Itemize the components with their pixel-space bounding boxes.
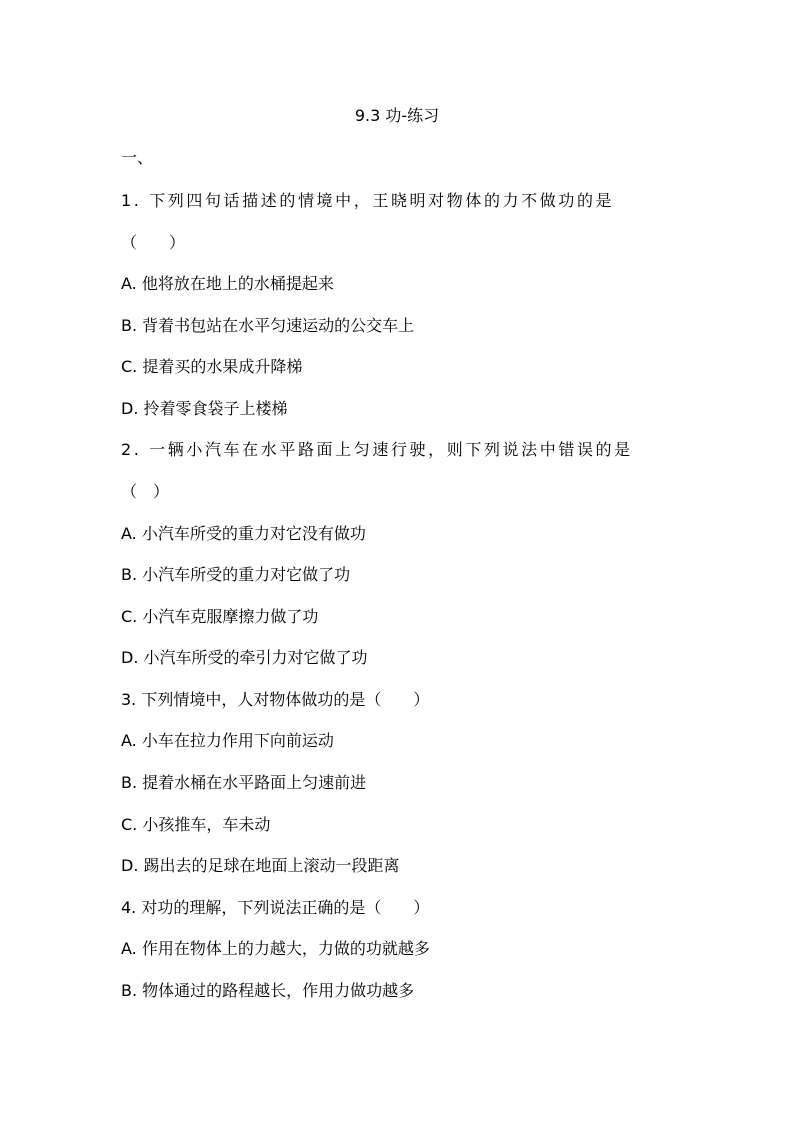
question-2-stem: 2. 一辆小汽车在水平路面上匀速行驶，则下列说法中错误的是 <box>121 440 633 459</box>
page-title: 9.3 功-练习 <box>354 106 440 125</box>
question-4-stem: 4. 对功的理解，下列说法正确的是（ ） <box>121 898 430 917</box>
question-4-option-a: A. 作用在物体上的力越大，力做的功就越多 <box>121 939 430 958</box>
question-1-option-a: A. 他将放在地上的水桶提起来 <box>121 274 334 293</box>
question-3-option-b: B. 提着水桶在水平路面上匀速前进 <box>121 773 367 792</box>
question-1-option-d: D. 拎着零食袋子上楼梯 <box>121 399 288 418</box>
question-3-stem: 3. 下列情境中，人对物体做功的是（ ） <box>121 690 430 709</box>
question-1-paren: （ ） <box>121 233 186 252</box>
question-3-option-c: C. 小孩推车，车未动 <box>121 815 271 834</box>
question-3-option-a: A. 小车在拉力作用下向前运动 <box>121 731 334 750</box>
question-1-stem: 1. 下列四句话描述的情境中，王晓明对物体的力不做功的是 <box>121 191 615 210</box>
section-heading: 一、 <box>121 148 154 167</box>
question-1-option-b: B. 背着书包站在水平匀速运动的公交车上 <box>121 316 415 335</box>
question-2-option-c: C. 小汽车克服摩擦力做了功 <box>121 607 319 626</box>
question-2-option-a: A. 小汽车所受的重力对它没有做功 <box>121 524 366 543</box>
question-1-option-c: C. 提着买的水果成升降梯 <box>121 357 303 376</box>
question-3-option-d: D. 踢出去的足球在地面上滚动一段距离 <box>121 856 400 875</box>
question-2-option-b: B. 小汽车所受的重力对它做了功 <box>121 565 351 584</box>
question-4-option-b: B. 物体通过的路程越长，作用力做功越多 <box>121 981 415 1000</box>
question-2-option-d: D. 小汽车所受的牵引力对它做了功 <box>121 648 368 667</box>
question-2-paren: （ ） <box>121 482 170 501</box>
